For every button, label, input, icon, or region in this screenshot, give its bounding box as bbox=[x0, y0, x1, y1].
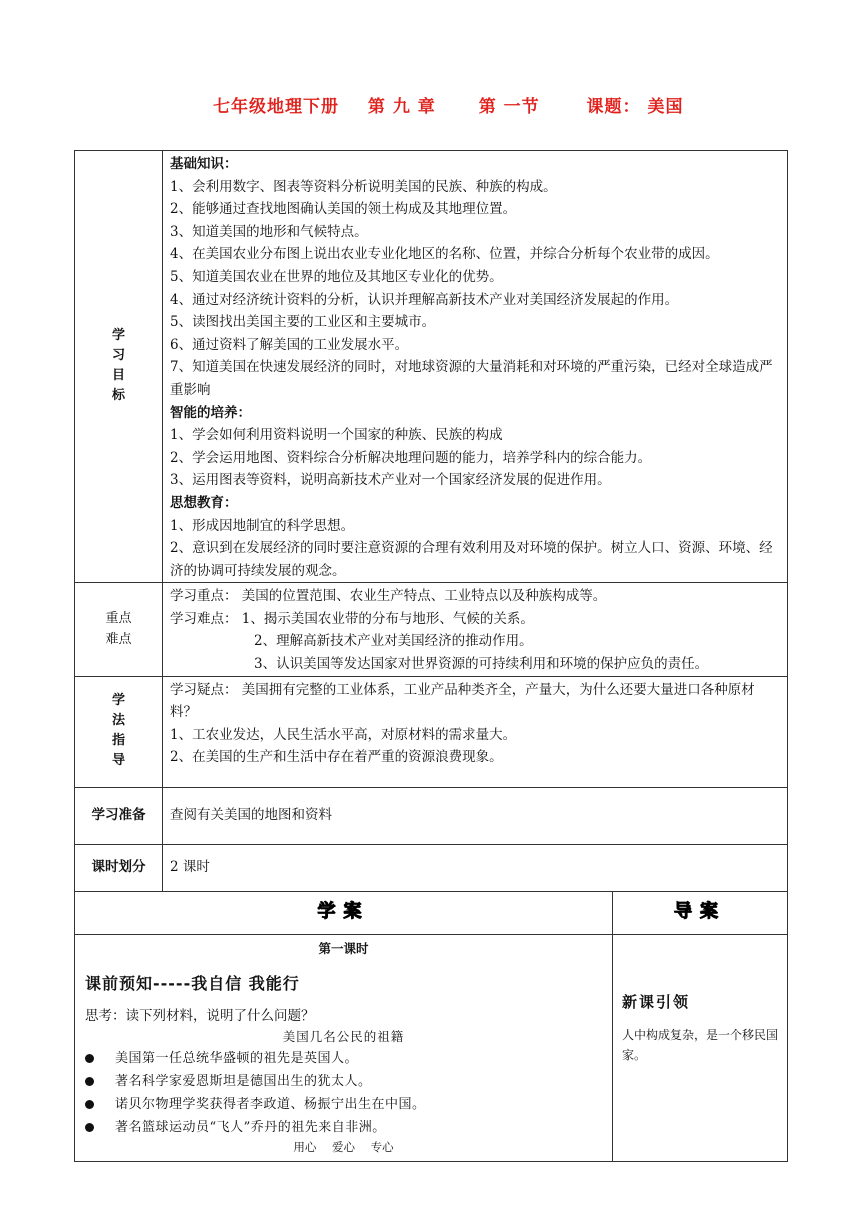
difficult-lead: 学习难点： 1、揭示美国农业带的分布与地形、气候的关系。 bbox=[170, 610, 534, 627]
bullet-text: 著名篮球运动员“飞人”乔丹的祖先来自非洲。 bbox=[115, 1119, 386, 1135]
bullet-dot-icon bbox=[85, 1100, 94, 1109]
thought-item: 2、意识到在发展经济的同时要注意资源的合理有效利用及对环境的保护。树立人口、资源、环境、经济的协调可持续发展的观念。 bbox=[170, 540, 773, 579]
basic-item: 4、在美国农业分布图上说出农业专业化地区的名称、位置，并综合分析每个农业带的成因。 bbox=[170, 246, 719, 263]
lesson-title: 第一课时 bbox=[318, 940, 369, 956]
hours-value: 2 课时 bbox=[163, 844, 788, 891]
difficult-item: 3、认识美国等发达国家对世界资源的可持续利用和环境的保护应负的责任。 bbox=[254, 656, 709, 673]
hours-row bbox=[75, 844, 788, 891]
page-title bbox=[213, 92, 683, 117]
hours-label: 课时划分 bbox=[75, 844, 163, 891]
method-label: 学法指导 bbox=[111, 693, 125, 769]
bullet-text: 诺贝尔物理学奖获得者李政道、杨振宁出生在中国。 bbox=[115, 1096, 426, 1112]
bullet-dot-icon bbox=[85, 1123, 94, 1132]
key-points-row bbox=[75, 583, 788, 676]
guide-text: 人中构成复杂，是一个移民国家。 bbox=[622, 1028, 779, 1063]
xuean-header-cell bbox=[75, 891, 613, 934]
key-points-content bbox=[163, 583, 788, 676]
ability-item: 2、学会运用地图、资料综合分析解决地理问题的能力，培养学科内的综合能力。 bbox=[170, 449, 652, 466]
basic-item: 4、通过对经济统计资料的分析，认识并理解高新技术产业对美国经济发展起的作用。 bbox=[170, 291, 679, 308]
thought-item: 1、形成因地制宜的科学思想。 bbox=[170, 517, 355, 534]
title-topic: 课题： 美国 bbox=[586, 97, 684, 117]
bullet-dot-icon bbox=[85, 1054, 94, 1063]
basic-item: 1、会利用数字、图表等资料分析说明美国的民族、种族的构成。 bbox=[170, 178, 557, 195]
goals-label: 学习目标 bbox=[111, 328, 125, 404]
basic-item: 5、读图找出美国主要的工业区和主要城市。 bbox=[170, 314, 436, 331]
section-header-row bbox=[75, 891, 788, 934]
title-section: 第 一节 bbox=[478, 97, 540, 117]
basic-item: 7、知道美国在快速发展经济的同时，对地球资源的大量消耗和对环境的严重污染，已经对全球造成严重影响 bbox=[170, 359, 773, 398]
goals-row bbox=[75, 151, 788, 583]
page-footer: 用心 爱心 专心 bbox=[293, 1139, 394, 1154]
ability-item: 3、运用图表等资料，说明高新技术产业对一个国家经济发展的促进作用。 bbox=[170, 472, 611, 489]
ability-item: 1、学会如何利用资料说明一个国家的种族、民族的构成 bbox=[170, 427, 503, 444]
method-item: 2、在美国的生产和生活中存在着严重的资源浪费现象。 bbox=[170, 749, 503, 766]
key-point: 学习重点： 美国的位置范围、农业生产特点、工业特点以及种族构成等。 bbox=[170, 588, 607, 605]
bullet-dot-icon bbox=[85, 1077, 94, 1086]
key-points-label-cell bbox=[75, 583, 163, 676]
method-item: 1、工农业发达，人民生活水平高，对原材料的需求量大。 bbox=[170, 726, 517, 743]
daoan-header-cell bbox=[613, 891, 788, 934]
basic-item: 6、通过资料了解美国的工业发展水平。 bbox=[170, 336, 409, 353]
daoan-header: 导案 bbox=[674, 900, 726, 922]
title-chapter: 第 九 章 bbox=[367, 97, 436, 117]
preview-heading: 课前预知-----我自信 我能行 bbox=[85, 973, 300, 993]
basic-title: 基础知识： bbox=[170, 156, 238, 172]
bullet-text: 美国第一任总统华盛顿的祖先是英国人。 bbox=[115, 1050, 359, 1066]
prep-label: 学习准备 bbox=[75, 787, 163, 844]
title-course: 七年级地理下册 bbox=[213, 97, 339, 117]
difficult-item: 2、理解高新技术产业对美国经济的推动作用。 bbox=[254, 633, 533, 650]
method-question: 学习疑点： 美国拥有完整的工业体系，工业产品种类齐全，产量大，为什么还要大量进口各种原材料？ bbox=[170, 681, 755, 721]
method-content bbox=[163, 676, 788, 787]
material-bullet bbox=[85, 1070, 602, 1093]
basic-item: 3、知道美国的地形和气候特点。 bbox=[170, 223, 368, 240]
prep-row bbox=[75, 787, 788, 844]
key-points-label: 重点难点 bbox=[105, 611, 132, 648]
material-title: 美国几名公民的祖籍 bbox=[282, 1028, 405, 1044]
guide-title: 新课引领 bbox=[622, 992, 691, 1011]
goals-label-cell bbox=[75, 151, 163, 583]
basic-item: 2、能够通过查找地图确认美国的领土构成及其地理位置。 bbox=[170, 201, 517, 218]
material-bullet bbox=[85, 1047, 602, 1070]
lesson-cell bbox=[75, 934, 613, 1161]
thought-title: 思想教育： bbox=[170, 494, 238, 511]
prep-value: 查阅有关美国的地图和资料 bbox=[163, 787, 788, 844]
basic-item: 5、知道美国农业在世界的地位及其地区专业化的优势。 bbox=[170, 268, 503, 285]
material-bullet bbox=[85, 1093, 602, 1116]
xuean-header: 学案 bbox=[317, 900, 370, 922]
guide-cell bbox=[613, 934, 788, 1161]
ability-title: 智能的培养： bbox=[170, 404, 251, 421]
bullet-text: 著名科学家爱恩斯坦是德国出生的犹太人。 bbox=[115, 1073, 372, 1089]
method-label-cell bbox=[75, 676, 163, 787]
lesson-plan-table bbox=[74, 150, 788, 1162]
goals-content bbox=[163, 151, 788, 583]
think-question: 思考：读下列材料，说明了什么问题？ bbox=[85, 1007, 315, 1024]
method-row bbox=[75, 676, 788, 787]
lesson-row bbox=[75, 934, 788, 1161]
material-bullet bbox=[85, 1116, 602, 1139]
